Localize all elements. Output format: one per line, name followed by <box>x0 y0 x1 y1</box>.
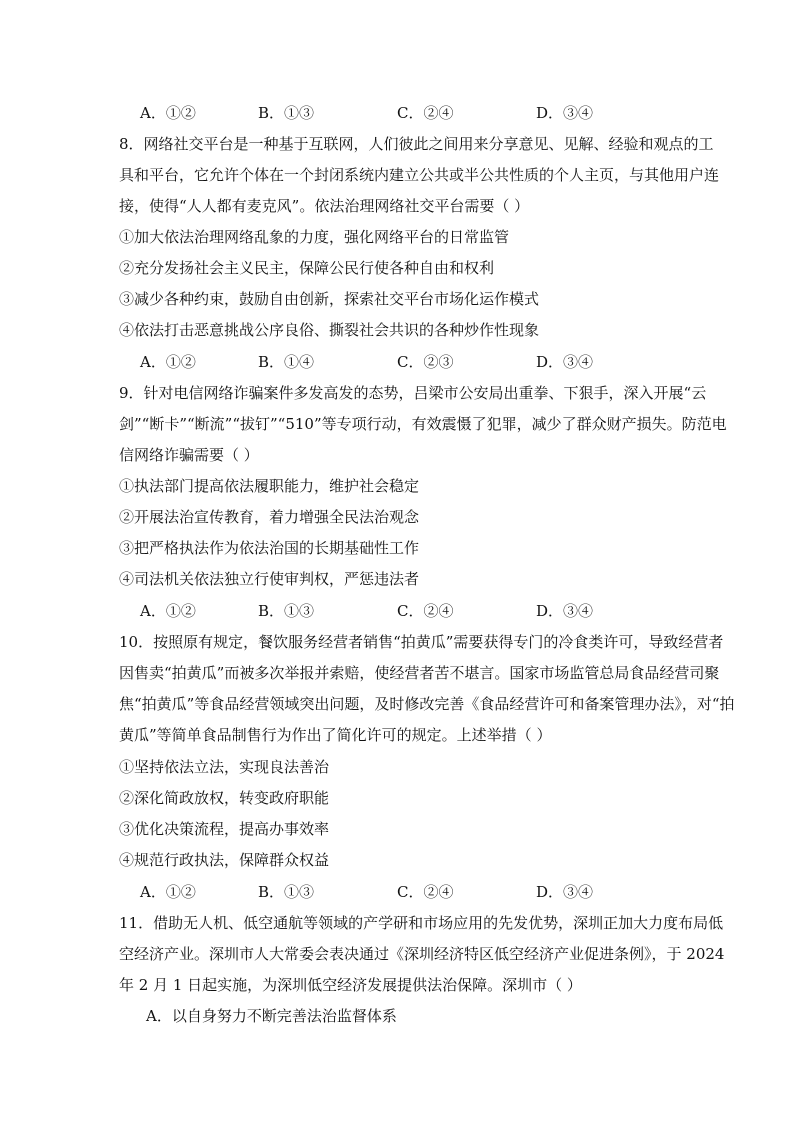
option-c: C．②④ <box>397 104 454 122</box>
option-d: D．③④ <box>536 104 594 122</box>
q10-stem-line: 10．按照原有规定，餐饮服务经营者销售“拍黄瓜”需要获得专门的冷食类许可，导致经营者 <box>119 633 724 651</box>
q8-item: ②充分发扬社会主义民主，保障公民行使各种自由和权利 <box>119 259 495 277</box>
option-d: D．③④ <box>536 602 594 620</box>
q11-stem-line: 11．借助无人机、低空通航等领域的产学研和市场应用的先发优势，深圳正加大力度布局低 <box>119 914 724 932</box>
option-a: A．①② <box>140 602 196 620</box>
q9-stem-line: 9．针对电信网络诈骗案件多发高发的态势，吕梁市公安局出重拳、下狠手，深入开展“云 <box>119 384 707 402</box>
option-a: A．①② <box>140 104 196 122</box>
q8-item: ④依法打击恶意挑战公序良俗、撕裂社会共识的各种炒作性现象 <box>119 321 540 339</box>
q10-item: ③优化决策流程，提高办事效率 <box>119 820 330 838</box>
option-b: B．①③ <box>258 883 315 901</box>
q11-option-a: A．以自身努力不断完善法治监督体系 <box>146 1007 397 1025</box>
q8-stem-line: 具和平台，它允许个体在一个封闭系统内建立公共或半公共性质的个人主页，与其他用户连 <box>119 166 720 184</box>
q8-stem-line: 接，使得“人人都有麦克风”。依法治理网络社交平台需要（ ） <box>119 197 530 215</box>
option-d: D．③④ <box>536 353 594 371</box>
q9-stem-line: 剑”“断卡”“断流”“拔钉”“510”等专项行动，有效震慑了犯罪，减少了群众财产损失。防范电 <box>119 415 727 433</box>
option-b: B．①③ <box>258 104 315 122</box>
option-c: C．②④ <box>397 602 454 620</box>
q9-item: ①执法部门提高依法履职能力，维护社会稳定 <box>119 477 420 495</box>
q10-stem-line: 黄瓜”等简单食品制售行为作出了简化许可的规定。上述举措（ ） <box>119 726 552 744</box>
option-a: A．①② <box>140 353 196 371</box>
q9-stem-line: 信网络诈骗需要（ ） <box>119 446 259 464</box>
q8-stem-line: 8．网络社交平台是一种基于互联网，人们彼此之间用来分享意见、见解、经验和观点的工 <box>119 135 714 153</box>
q11-stem-line: 空经济产业。深圳市人大常委会表决通过《深圳经济特区低空经济产业促进条例》，于 2024 <box>119 945 725 963</box>
q10-item: ④规范行政执法，保障群众权益 <box>119 851 330 869</box>
option-a: A．①② <box>140 883 196 901</box>
option-d: D．③④ <box>536 883 594 901</box>
q8-item: ①加大依法治理网络乱象的力度，强化网络平台的日常监管 <box>119 228 510 246</box>
q9-item: ④司法机关依法独立行使审判权，严惩违法者 <box>119 570 420 588</box>
option-c: C．②④ <box>397 883 454 901</box>
option-b: B．①③ <box>258 602 315 620</box>
option-c: C．②③ <box>397 353 454 371</box>
q10-stem-line: 因售卖“拍黄瓜”而被多次举报并索赔，使经营者苦不堪言。国家市场监管总局食品经营司聚 <box>119 664 720 682</box>
q10-item: ②深化简政放权，转变政府职能 <box>119 789 330 807</box>
q11-stem-line: 年 2 月 1 日起实施，为深圳低空经济发展提供法治保障。深圳市（ ） <box>119 976 582 994</box>
q8-item: ③减少各种约束，鼓励自由创新，探索社交平台市场化运作模式 <box>119 290 540 308</box>
q10-stem-line: 焦“拍黄瓜”等食品经营领域突出问题，及时修改完善《食品经营许可和备案管理办法》，对“拍 <box>119 695 735 713</box>
q9-item: ②开展法治宣传教育，着力增强全民法治观念 <box>119 508 420 526</box>
q10-item: ①坚持依法立法，实现良法善治 <box>119 758 330 776</box>
q9-item: ③把严格执法作为依法治国的长期基础性工作 <box>119 539 420 557</box>
option-b: B．①④ <box>258 353 315 371</box>
